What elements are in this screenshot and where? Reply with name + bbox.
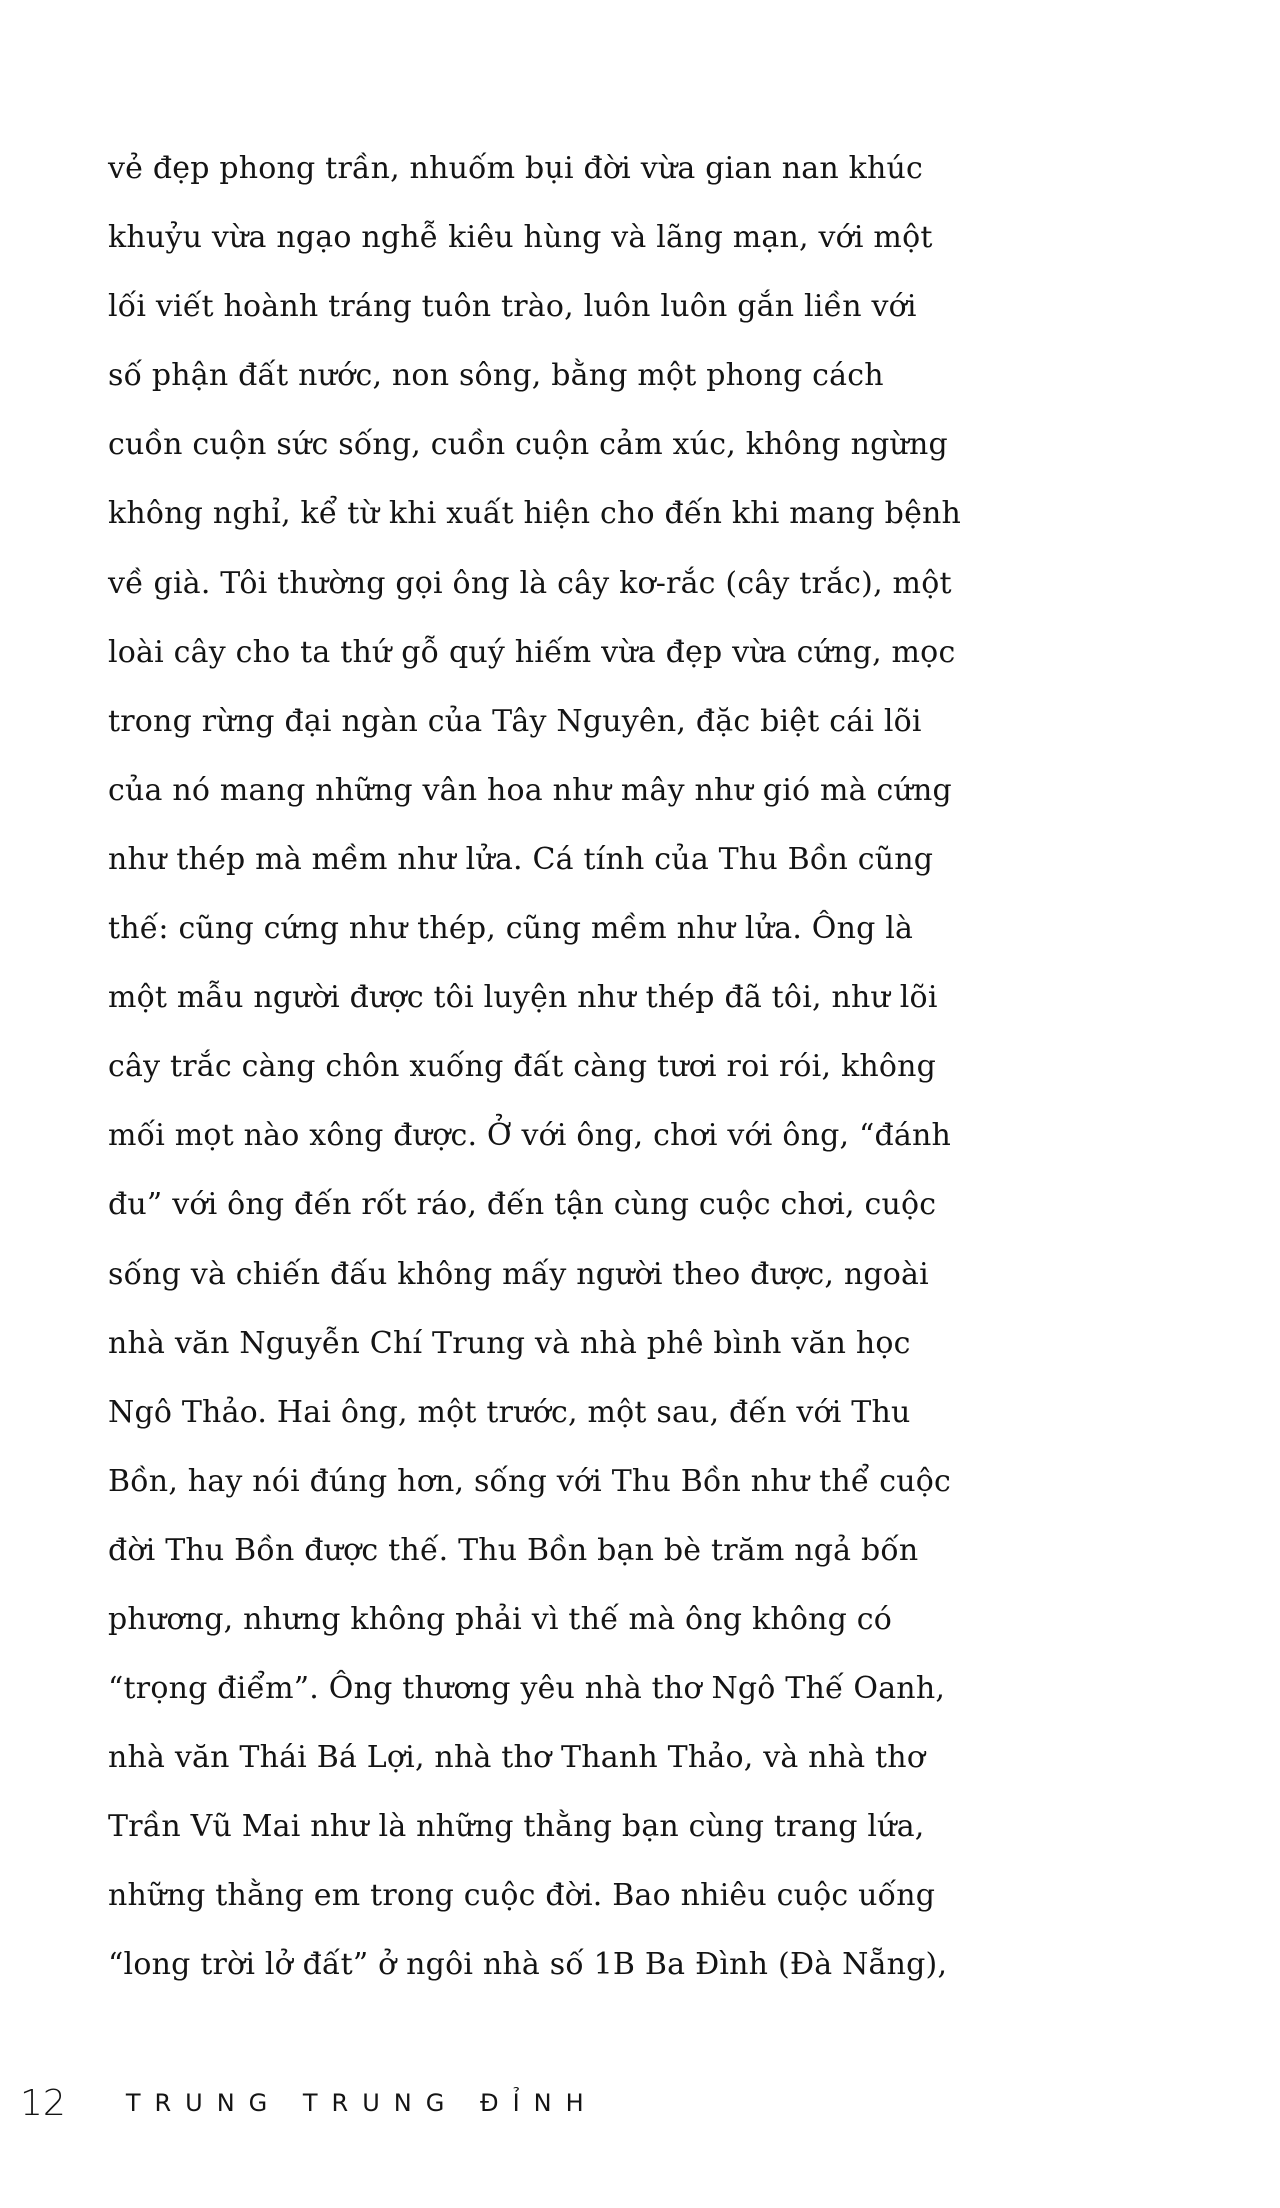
body-text xyxy=(108,134,1228,2000)
text-line: lối viết hoành tráng tuôn trào, luôn luôn gắn liền với xyxy=(108,289,917,325)
text-line: nhà văn Thái Bá Lợi, nhà thơ Thanh Thảo, và nhà thơ xyxy=(108,1740,926,1776)
text-line: về già. Tôi thường gọi ông là cây kơ-rắc (cây trắc), một xyxy=(108,565,952,601)
text-line: khuỷu vừa ngạo nghễ kiêu hùng và lãng mạn, với một xyxy=(108,220,933,256)
text-line: Trần Vũ Mai như là những thằng bạn cùng trang lứa, xyxy=(108,1809,925,1845)
text-line: của nó mang những vân hoa như mây như gió mà cứng xyxy=(108,772,952,808)
running-head-author: TRUNG TRUNG ĐỈNH xyxy=(125,2089,598,2117)
text-line: cuồn cuộn sức sống, cuồn cuộn cảm xúc, không ngừng xyxy=(108,427,948,463)
text-line: vẻ đẹp phong trần, nhuốm bụi đời vừa gian nan khúc xyxy=(108,151,924,186)
text-line: loài cây cho ta thứ gỗ quý hiếm vừa đẹp vừa cứng, mọc xyxy=(108,634,956,670)
text-line: sống và chiến đấu không mấy người theo được, ngoài xyxy=(108,1256,929,1292)
text-line: phương, nhưng không phải vì thế mà ông không có xyxy=(108,1601,893,1637)
text-line: thế: cũng cứng như thép, cũng mềm như lửa. Ông là xyxy=(108,911,914,947)
text-line: như thép mà mềm như lửa. Cá tính của Thu Bồn cũng xyxy=(108,841,934,877)
text-line: cây trắc càng chôn xuống đất càng tươi roi rói, không xyxy=(108,1049,937,1085)
text-line: nhà văn Nguyễn Chí Trung và nhà phê bình văn học xyxy=(108,1325,911,1361)
page-number: 12 xyxy=(20,2082,66,2124)
text-line: đời Thu Bồn được thế. Thu Bồn bạn bè trăm ngả bốn xyxy=(108,1532,919,1568)
text-line: đu” với ông đến rốt ráo, đến tận cùng cuộc chơi, cuộc xyxy=(108,1187,937,1223)
text-line: “trọng điểm”. Ông thương yêu nhà thơ Ngô Thế Oanh, xyxy=(108,1671,946,1707)
text-line: “long trời lở đất” ở ngôi nhà số 1B Ba Đình (Đà Nẵng), xyxy=(108,1947,948,1983)
text-line: số phận đất nước, non sông, bằng một phong cách xyxy=(108,358,884,394)
text-line: không nghỉ, kể từ khi xuất hiện cho đến khi mang bệnh xyxy=(108,496,962,532)
page-footer xyxy=(20,2078,598,2128)
text-line: một mẫu người được tôi luyện như thép đã tôi, như lõi xyxy=(108,980,938,1016)
text-line: trong rừng đại ngàn của Tây Nguyên, đặc biệt cái lõi xyxy=(108,703,922,739)
text-line: những thằng em trong cuộc đời. Bao nhiêu cuộc uống xyxy=(108,1878,936,1914)
text-line: mối mọt nào xông được. Ở với ông, chơi với ông, “đánh xyxy=(108,1118,952,1154)
text-line: Bồn, hay nói đúng hơn, sống với Thu Bồn như thể cuộc xyxy=(108,1463,952,1499)
text-line: Ngô Thảo. Hai ông, một trước, một sau, đến với Thu xyxy=(108,1394,911,1430)
